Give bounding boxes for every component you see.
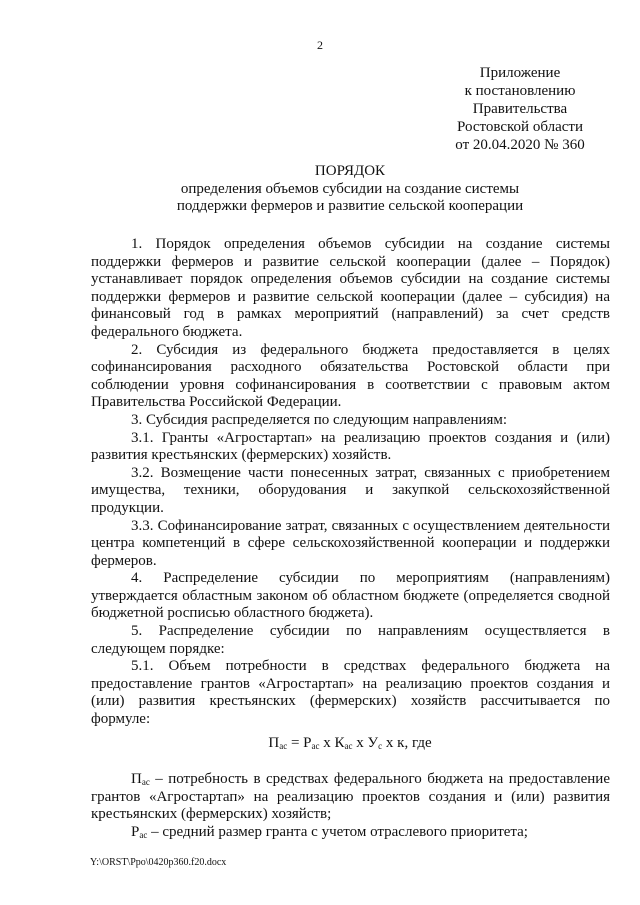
formula-symbol: П: [268, 735, 280, 751]
appendix-line: от 20.04.2020 № 360: [455, 137, 585, 153]
appendix-line: Ростовской области: [457, 119, 583, 135]
title-subtitle: определения объемов субсидии на создание системы: [180, 180, 520, 197]
paragraph: 3.3. Софинансирование затрат, связанных с осуществлением деятельности центра компетенций в сфере сельскохозяйственной кооперации и поддержки фермеров.: [91, 517, 610, 569]
definition-text: – средний размер гранта с учетом отраслевого приоритета;: [147, 823, 528, 840]
definition-item: [91, 771, 610, 824]
paragraph: 3. Субсидия распределяется по следующим направлениям:: [131, 411, 508, 428]
definition-symbol: Р: [131, 823, 140, 840]
formula-subscript: ас: [344, 741, 353, 751]
appendix-line: Приложение: [479, 65, 561, 81]
definition-subscript: ас: [139, 829, 148, 840]
appendix-block: [430, 64, 610, 154]
definition-symbol: П: [131, 771, 142, 787]
formula-symbol: Р: [303, 735, 312, 751]
document-title: [90, 163, 610, 216]
definition-subscript: ас: [141, 777, 150, 787]
formula-tail: х к, где: [382, 735, 432, 751]
appendix-line: к постановлению: [464, 83, 576, 99]
title-heading: ПОРЯДОК: [314, 163, 386, 179]
formula-subscript: ас: [311, 741, 320, 751]
formula-operator: х: [319, 735, 335, 751]
document-body: [91, 236, 610, 729]
formula-operator: х: [352, 735, 368, 751]
formula-subscript: с: [378, 741, 383, 751]
formula-symbol: К: [334, 735, 345, 751]
paragraph: 5. Распределение субсидии по направлениям осуществляется в следующем порядке:: [91, 623, 610, 657]
paragraph: 2. Субсидия из федерального бюджета предоставляется в целях софинансирования расходного обязательства Ростовской области при соблюдении уровня софинансирования в соответствии с правовым актом Правительства Российской Федерации.: [91, 341, 610, 411]
definition-text: – потребность в средствах федерального бюджета на предоставление грантов «Агростартап» на реализацию проектов создания и (или) развития крестьянских (фермерских) хозяйств;: [91, 771, 610, 823]
appendix-line: Правительства: [472, 101, 568, 117]
formula-subscript: ас: [279, 741, 288, 751]
paragraph: 3.2. Возмещение части понесенных затрат, связанных с приобретением имущества, техники, оборудования и закупкой сельскохозяйственной продукции.: [91, 464, 610, 516]
formula-definitions: [91, 771, 610, 841]
paragraph: 3.1. Гранты «Агростартап» на реализацию проектов создания и (или) развития крестьянских (фермерских) хозяйств.: [91, 429, 610, 464]
paragraph: 4. Распределение субсидии по мероприятиям (направлениям) утверждается областным законом об областном бюджете (определяется сводной бюджетной росписью областного бюджета).: [91, 570, 610, 622]
paragraph: 5.1. Объем потребности в средствах федерального бюджета на предоставление грантов «Агростартап» на реализацию проектов создания и (или) развития крестьянских (фермерских) хозяйств рассчитывается по формуле:: [91, 658, 610, 728]
title-subtitle: поддержки фермеров и развитие сельской кооперации: [176, 198, 524, 214]
paragraph: 1. Порядок определения объемов субсидии на создание системы поддержки фермеров и развитие сельской кооперации (далее – Порядок) устанавливает порядок определения объемов субсидии на создание системы поддержки фермеров и развитие сельской кооперации (далее – субсидия) на финансовый год в рамках мероприятий (направлений) за счет средств федерального бюджета.: [91, 236, 610, 340]
file-path-footer: Y:\ORST\Ppo\0420p360.f20.docx: [90, 857, 227, 868]
formula-operator: =: [287, 735, 304, 751]
page-number: 2: [317, 38, 323, 52]
formula: [90, 734, 610, 752]
definition-item: [91, 824, 610, 842]
formula-symbol: У: [367, 735, 379, 751]
